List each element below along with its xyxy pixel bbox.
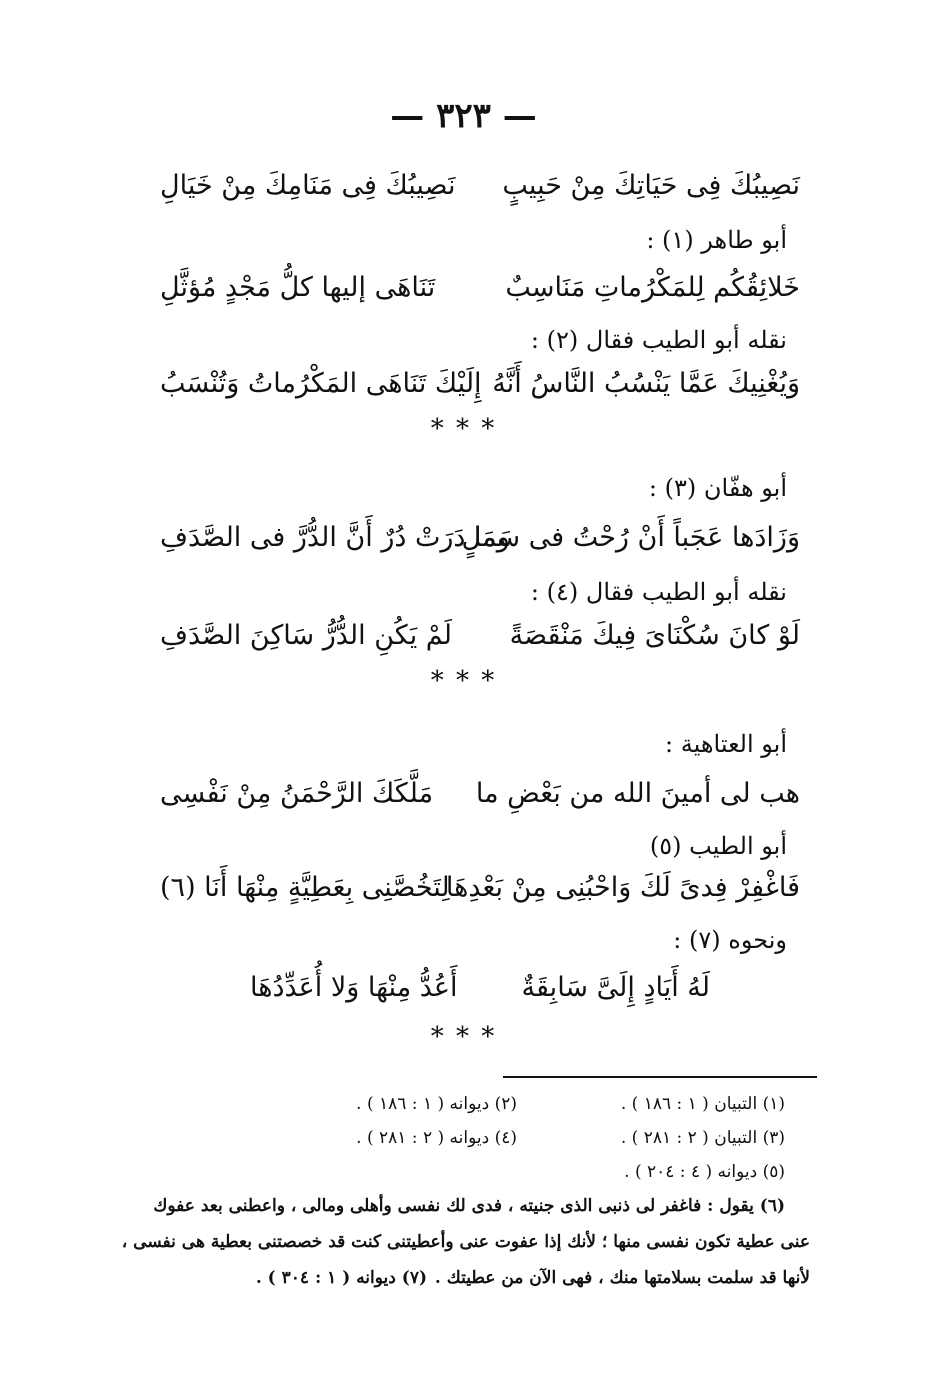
verse-second-hemistich: لَمْ يَكُنِ الدُّرُّ سَاكِنَ الصَّدَفِ (160, 620, 453, 651)
footnote-paragraph-line: لأنها قد سلمت بسلامتها منك ، فهى الآن من عطيتك . (434, 1268, 810, 1288)
verse-line (160, 872, 800, 922)
verse-first-hemistich: لَهُ أَيَادٍ إِلَىَّ سَابِقَةٌ (521, 972, 710, 1003)
footnote: (٧) ديوانه ( ١ : ٣٠٤ ) . (255, 1268, 427, 1288)
verse-second-hemistich: مَلَّكَكَ الرَّحْمَنُ مِنْ نَفْسِى (160, 778, 434, 809)
poet-intro: أبو العتاهية : (665, 730, 787, 758)
section-separator: * * * (430, 1022, 497, 1052)
verse-first-hemistich: هب لى أمينَ الله من بَعْضِ ما (475, 778, 800, 809)
poet-intro: أبو الطيب (٥) (649, 832, 787, 860)
verse-first-hemistich: خَلائِقُكُم لِلمَكْرُماتِ مَنَاسِبٌ (505, 272, 800, 303)
verse-second-hemistich: لِتَخُصَّنِى بِعَطِيَّةٍ مِنْهَا أَنَا (٦) (160, 872, 450, 903)
poet-intro: ونحوه (٧) : (673, 926, 787, 954)
poet-intro: نقله أبو الطيب فقال (٢) : (530, 326, 787, 354)
footnote-paragraph-line: عنى عطية تكون نفسى منها ؛ لأنك إذا عفوت عنى وأعطيتنى كنت قد خصصتنى بعطية هى نفسى ، (121, 1232, 810, 1252)
verse-line (160, 368, 800, 418)
verse-line (160, 620, 800, 670)
poet-intro: أبو هفّان (٣) : (648, 474, 787, 502)
verse-second-hemistich: وما دَرَتْ دُرٌ أَنَّ الدُّرَّ فى الصَّدَفِ (160, 522, 510, 553)
footnote: (٥) ديوانه ( ٤ : ٢٠٤ ) . (624, 1162, 785, 1182)
verse-second-hemistich: تَنَاهَى إليها كلُّ مَجْدٍ مُؤثَّلِ (160, 272, 436, 303)
verse-first-hemistich: وَيُغْنِيكَ عَمَّا يَنْسُبُ النَّاسُ أَنَّهُ (492, 368, 800, 399)
footnote-paragraph-line: (٦) يقول : فاغفر لى ذنبى الذى جنيته ، فدى لك نفسى وأهلى ومالى ، واعطنى بعد عفوك (153, 1196, 785, 1216)
footnote: (١) التبيان ( ١ : ١٨٦ ) . (620, 1094, 785, 1114)
verse-first-hemistich: لَوْ كانَ سُكْنَاىَ فِيكَ مَنْقَصَةً (509, 620, 800, 651)
verse-line (250, 972, 710, 1022)
footnote-rule (503, 1076, 817, 1078)
verse-first-hemistich: وَزَادَها عَجَباً أَنْ رُحْتُ فى سَمَلٍ (461, 522, 800, 553)
section-separator: * * * (430, 666, 497, 696)
verse-line (160, 170, 800, 220)
poet-intro: نقله أبو الطيب فقال (٤) : (530, 578, 787, 606)
verse-line (160, 522, 800, 572)
footnote: (٤) ديوانه ( ٢ : ٢٨١ ) . (356, 1128, 517, 1148)
verse-first-hemistich: نَصِيبُكَ فِى حَيَاتِكَ مِنْ حَبِيبٍ (502, 170, 800, 201)
poet-intro: أبو طاهر (١) : (646, 226, 787, 254)
verse-first-hemistich: فَاغْفِرْ فِدىً لَكَ وَاحْبُنِى مِنْ بَعْدِهَا (445, 872, 800, 903)
page-number: — ٣٢٣ — (390, 96, 537, 136)
verse-second-hemistich: إِلَيْكَ تَنَاهَى المَكْرُماتُ وَتُنْسَبُ (160, 368, 482, 399)
verse-second-hemistich: أَعُدُّ مِنْهَا وَلا أُعَدِّدُهَا (250, 972, 458, 1003)
verse-line (160, 778, 800, 828)
footnote: (٣) التبيان ( ٢ : ٢٨١ ) . (620, 1128, 785, 1148)
footnote: (٢) ديوانه ( ١ : ١٨٦ ) . (356, 1094, 517, 1114)
verse-second-hemistich: نَصِيبُكَ فِى مَنَامِكَ مِنْ خَيَالِ (160, 170, 456, 201)
section-separator: * * * (430, 414, 497, 444)
verse-line (160, 272, 800, 322)
